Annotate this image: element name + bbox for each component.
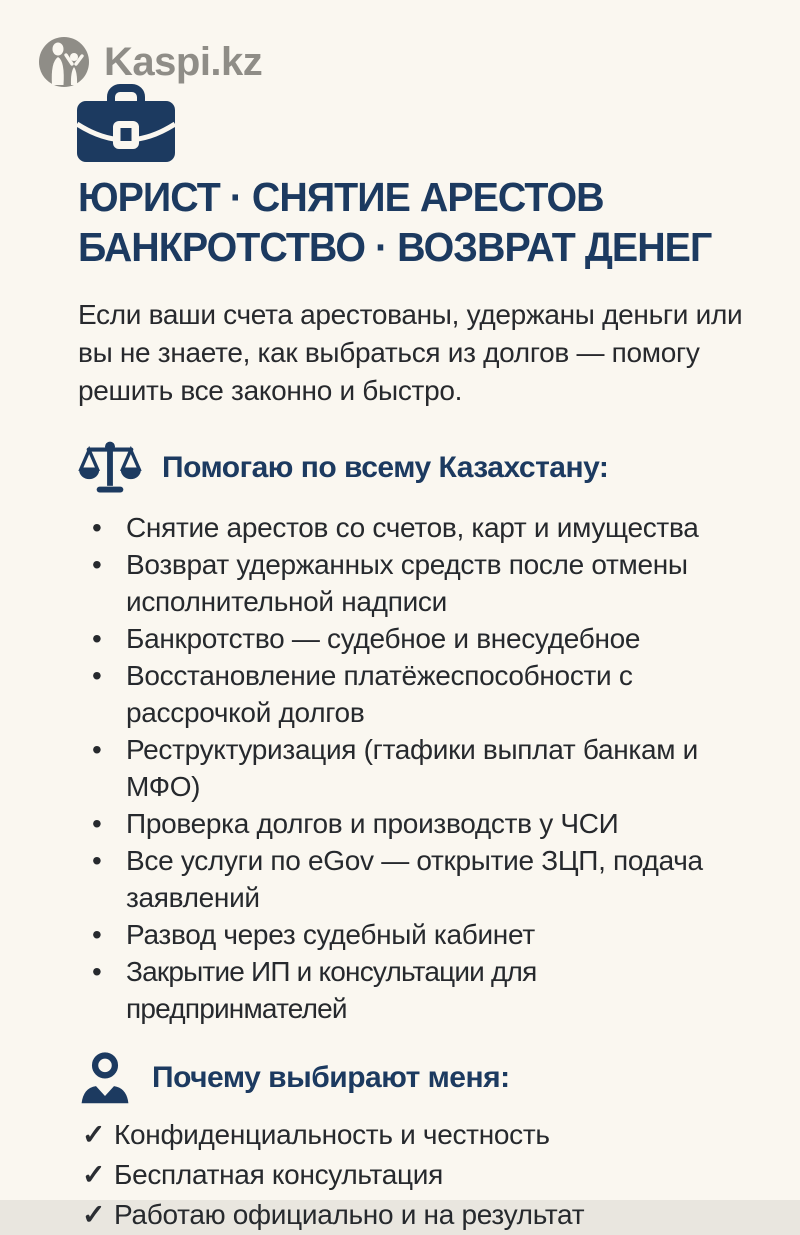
brand: [38, 36, 262, 88]
briefcase-icon: [75, 84, 177, 164]
bullet-icon: •: [92, 808, 102, 839]
bullet-icon: •: [92, 956, 102, 987]
bullet-icon: •: [92, 512, 102, 543]
intro-text: Если ваши счета арестованы, удержаны деньги или вы не знаете, как выбраться из долгов — помогу решить все законно и быстро.: [78, 299, 743, 406]
list-item: • Реструктуризация (гтафики выплат банкам и МФО): [78, 731, 760, 805]
bullet-icon: •: [92, 660, 102, 691]
content: [78, 172, 760, 1235]
services-header: [78, 440, 760, 495]
check-icon: ✓: [82, 1119, 106, 1150]
services-list: [78, 509, 760, 1027]
reasons-header: [78, 1051, 760, 1105]
bullet-icon: •: [92, 845, 102, 876]
title-line-2: БАНКРОТСТВО · ВОЗВРАТ ДЕНЕГ: [78, 224, 712, 270]
services-heading: Помогаю по всему Казахстану:: [162, 450, 609, 484]
reasons-heading: Почему выбирают меня:: [152, 1061, 510, 1094]
bullet-icon: •: [92, 549, 102, 580]
bullet-icon: •: [92, 623, 102, 654]
list-item: • Банкротство — судебное и внесудебное: [78, 620, 760, 657]
list-item: • Возврат удержанных средств после отмены исполнительной надписи: [78, 546, 760, 620]
list-item: ✓ Бесплатная консультация: [78, 1155, 760, 1195]
list-item: • Развод через судебный кабинет: [78, 916, 760, 953]
list-item: ✓ Работаю официально и на результат: [78, 1195, 760, 1235]
check-icon: ✓: [82, 1199, 106, 1230]
list-item: ✓ Конфиденциальность и честность: [78, 1115, 760, 1155]
scales-of-justice-icon: [78, 440, 142, 495]
bullet-icon: •: [92, 734, 102, 765]
person-silhouette-icon: [78, 1051, 132, 1105]
list-item: • Закрытие ИП и консультации для предпринмателей: [78, 953, 760, 1027]
list-item: • Проверка долгов и производств у ЧСИ: [78, 805, 760, 842]
list-item: • Снятие арестов со счетов, карт и имущества: [78, 509, 760, 546]
bullet-icon: •: [92, 919, 102, 950]
check-icon: ✓: [82, 1159, 106, 1190]
list-item: • Восстановление платёжеспособности с рассрочкой долгов: [78, 657, 760, 731]
brand-name: Kaspi.kz: [104, 39, 263, 84]
page-title: [78, 172, 733, 272]
kaspi-logo-icon: [38, 36, 90, 88]
reasons-list: [78, 1115, 760, 1235]
list-item: • Все услуги по eGov — открытие ЗЦП, подача заявлений: [78, 842, 760, 916]
title-line-1: ЮРИСТ · СНЯТИЕ АРЕСТОВ: [78, 174, 604, 220]
